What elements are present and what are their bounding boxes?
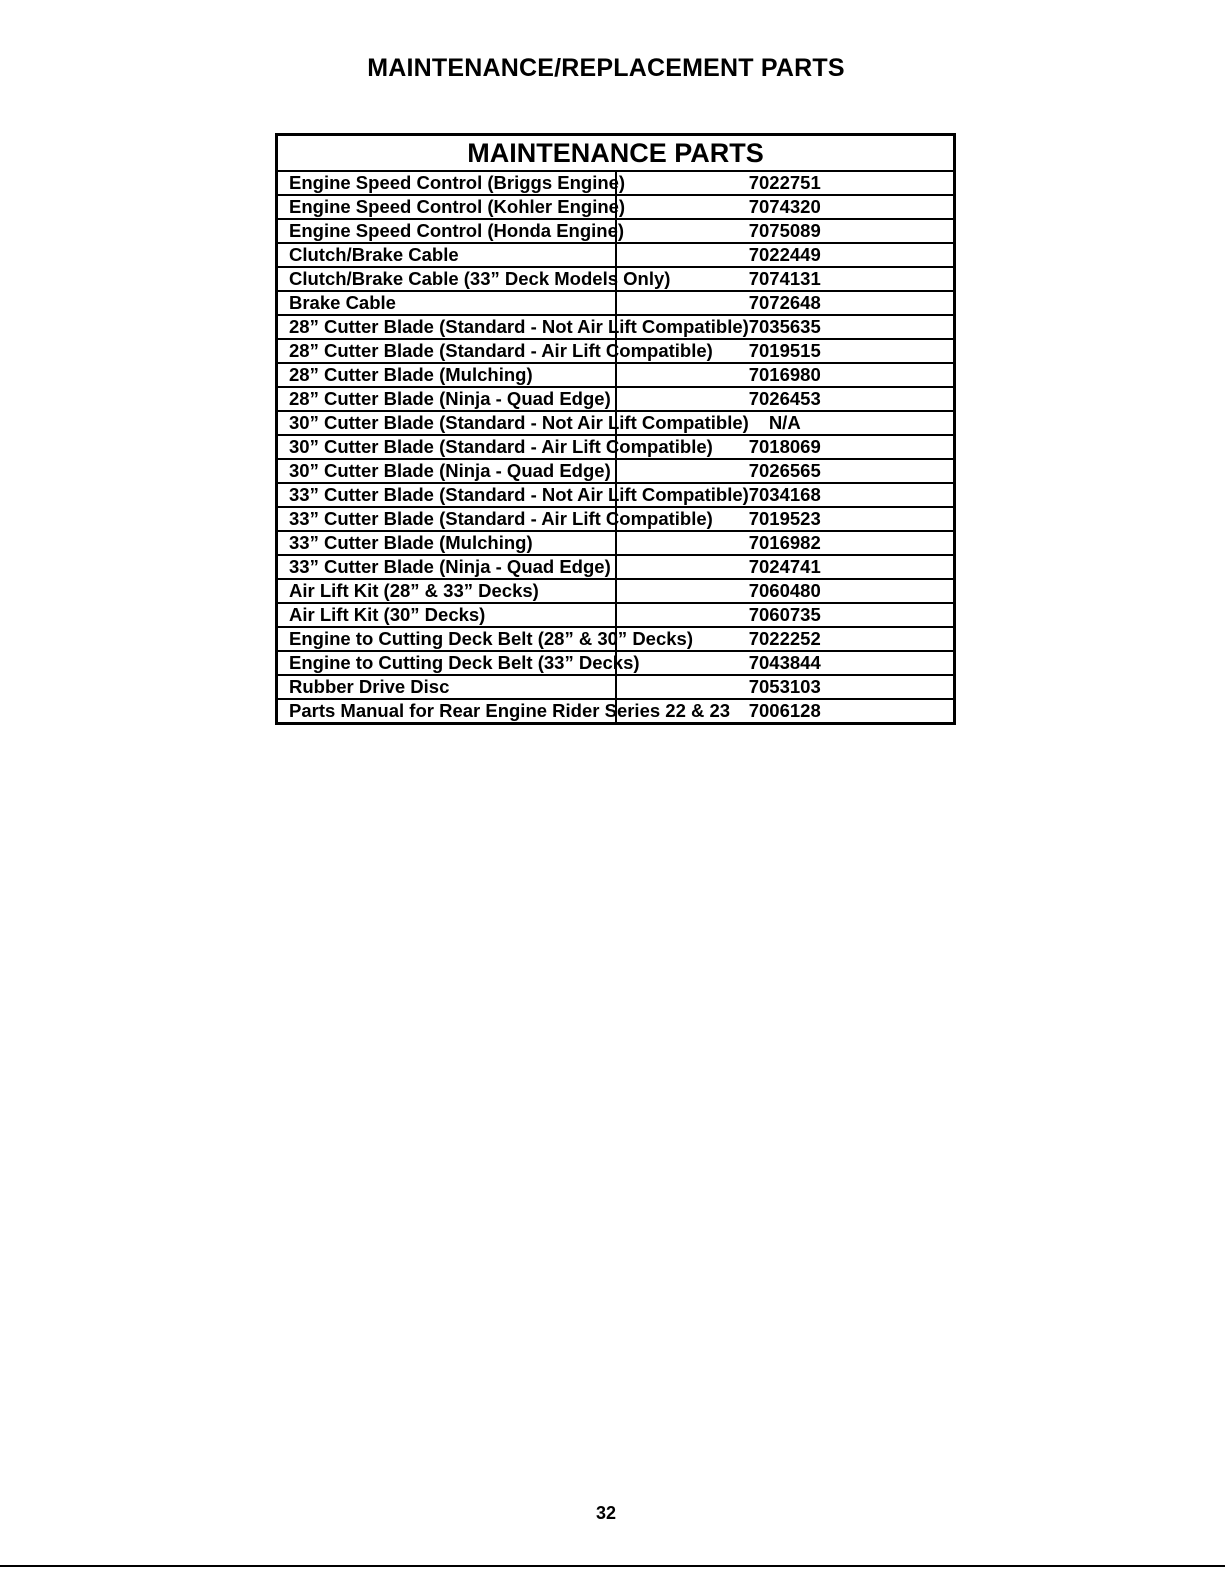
- part-description: 28” Cutter Blade (Standard - Air Lift Compatible): [277, 339, 616, 363]
- part-description: Rubber Drive Disc: [277, 675, 616, 699]
- bottom-divider: [0, 1565, 1225, 1567]
- part-description: 33” Cutter Blade (Standard - Air Lift Compatible): [277, 507, 616, 531]
- part-description: 30” Cutter Blade (Standard - Air Lift Compatible): [277, 435, 616, 459]
- part-number: 7006128: [748, 700, 821, 721]
- table-row: [277, 363, 955, 387]
- table-row: [277, 675, 955, 699]
- part-description: Engine Speed Control (Kohler Engine): [277, 195, 616, 219]
- part-number: 7019523: [616, 507, 955, 531]
- table-row: [277, 651, 955, 675]
- part-description: Engine Speed Control (Honda Engine): [277, 219, 616, 243]
- part-number: N/A: [616, 411, 955, 435]
- table-heading: MAINTENANCE PARTS: [277, 135, 955, 172]
- part-number: 7072648: [616, 291, 955, 315]
- table-row: [277, 531, 955, 555]
- part-number: 7074131: [616, 267, 955, 291]
- part-number: 7018069: [616, 435, 955, 459]
- table-row: [277, 483, 955, 507]
- part-number: 7053103: [616, 675, 955, 699]
- part-description: Engine to Cutting Deck Belt (28” & 30” Decks): [277, 627, 616, 651]
- table-row: [277, 627, 955, 651]
- table-row: [277, 387, 955, 411]
- page-number: 32: [595, 1503, 617, 1523]
- part-number: 7022449: [616, 243, 955, 267]
- part-number: 7034168: [616, 483, 955, 507]
- maintenance-parts-table: [275, 133, 956, 725]
- part-number: 7060480: [616, 579, 955, 603]
- table-row: [277, 507, 955, 531]
- table-row: [277, 315, 955, 339]
- part-description: Air Lift Kit (30” Decks): [277, 603, 616, 627]
- page-title: MAINTENANCE/REPLACEMENT PARTS: [367, 54, 845, 82]
- part-number: 7074320: [616, 195, 955, 219]
- table-heading-row: [277, 135, 955, 172]
- part-number: 7024741: [616, 555, 955, 579]
- table-body: [277, 171, 955, 724]
- part-description: 30” Cutter Blade (Standard - Not Air Lift Compatible): [277, 411, 616, 435]
- table-row: [277, 291, 955, 315]
- table-row: [277, 195, 955, 219]
- part-number: 7016982: [616, 531, 955, 555]
- part-number: 7075089: [616, 219, 955, 243]
- table-row: [277, 555, 955, 579]
- table-row: [277, 579, 955, 603]
- part-description: Parts Manual for Rear Engine Rider Series 22 & 23: [277, 699, 616, 724]
- table-row: [277, 219, 955, 243]
- part-description: 28” Cutter Blade (Mulching): [277, 363, 616, 387]
- part-description: 30” Cutter Blade (Ninja - Quad Edge): [277, 459, 616, 483]
- table-row: [277, 435, 955, 459]
- table-row: [277, 603, 955, 627]
- part-description: Engine to Cutting Deck Belt (33” Decks): [277, 651, 616, 675]
- table-row: [277, 699, 955, 724]
- part-description: 33” Cutter Blade (Standard - Not Air Lift Compatible): [277, 483, 616, 507]
- part-description: 33” Cutter Blade (Ninja - Quad Edge): [277, 555, 616, 579]
- part-description: Brake Cable: [277, 291, 616, 315]
- part-number: 7060735: [616, 603, 955, 627]
- part-description: 28” Cutter Blade (Standard - Not Air Lift Compatible): [277, 315, 616, 339]
- part-description: Engine Speed Control (Briggs Engine): [277, 171, 616, 195]
- part-number: 7022252: [616, 627, 955, 651]
- part-description: Air Lift Kit (28” & 33” Decks): [277, 579, 616, 603]
- table-row: [277, 339, 955, 363]
- part-number: 7022751: [616, 171, 955, 195]
- part-description: 33” Cutter Blade (Mulching): [277, 531, 616, 555]
- part-number: 7043844: [616, 651, 955, 675]
- table-row: [277, 411, 955, 435]
- table-row: [277, 459, 955, 483]
- part-description: 28” Cutter Blade (Ninja - Quad Edge): [277, 387, 616, 411]
- part-number: 7026453: [616, 387, 955, 411]
- part-number: 7016980: [616, 363, 955, 387]
- part-number: 7026565: [616, 459, 955, 483]
- part-description: Clutch/Brake Cable: [277, 243, 616, 267]
- part-description: Clutch/Brake Cable (33” Deck Models Only): [277, 267, 616, 291]
- part-number: 7035635: [616, 315, 955, 339]
- table-row: [277, 171, 955, 195]
- part-number: 7019515: [616, 339, 955, 363]
- table-row: [277, 267, 955, 291]
- table-row: [277, 243, 955, 267]
